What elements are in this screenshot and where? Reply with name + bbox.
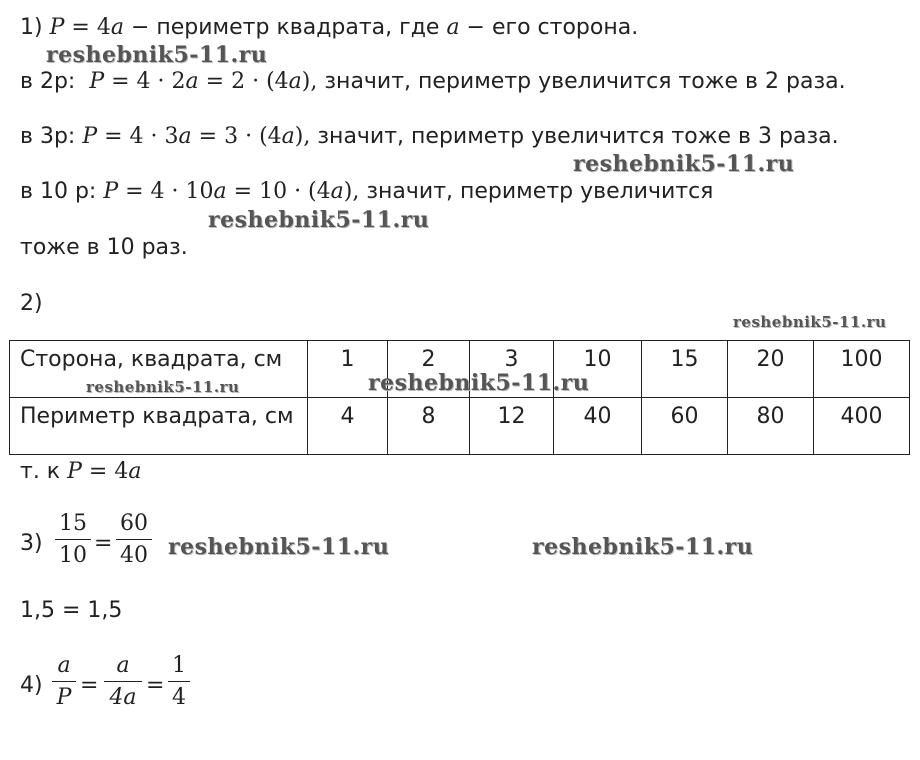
watermark: reshebnik5-11.ru [573,151,795,177]
watermark: reshebnik5-11.ru [532,534,754,560]
part2-note: т. к P = 4a [20,459,142,484]
table-cell: 400 [814,398,910,455]
watermark: reshebnik5-11.ru [733,313,887,331]
part1-line1: 1) P = 4a − периметр квадрата, где a − его сторона. [20,15,639,40]
table-cell: 2 [388,341,470,398]
part3-result: 1,5 = 1,5 [20,598,123,623]
watermark: reshebnik5-11.ru [168,534,390,560]
table-cell: 4 [308,398,388,455]
watermark: reshebnik5-11.ru [86,378,240,396]
part3-label: 3) [20,531,43,556]
part4-label: 4) [20,673,43,698]
fraction-1-4: 1 4 [168,653,190,711]
table-cell: 40 [554,398,642,455]
perimeter-table [9,340,910,455]
table-cell: 8 [388,398,470,455]
fraction-a-over-P: a P [52,653,76,711]
part2-label: 2) [20,291,43,316]
item-number: 1) [20,15,43,40]
part1-line3: в 3р: P = 4 · 3a = 3 · (4a), значит, периметр увеличится тоже в 3 раза. [20,124,839,149]
fraction-60-40: 60 40 [116,511,152,569]
table-cell: 80 [728,398,814,455]
table-cell: 100 [814,341,910,398]
table-row-perimeter [10,398,910,455]
fraction-a-over-4a: a 4a [104,653,142,711]
table-cell: 60 [642,398,728,455]
table-cell: 20 [728,341,814,398]
part1-line2: в 2р: P = 4 · 2a = 2 · (4a), значит, периметр увеличится тоже в 2 раза. [20,69,846,94]
row-header-perimeter: Периметр квадрата, см [10,398,308,455]
equals-sign: = [146,673,165,698]
table-cell: 15 [642,341,728,398]
watermark: reshebnik5-11.ru [208,207,430,233]
equals-sign: = [94,531,113,556]
row-header-side: Сторона, квадрата, см [10,341,308,398]
watermark: reshebnik5-11.ru [368,370,590,396]
equals-sign: = [80,673,99,698]
fraction-15-10: 15 10 [55,511,91,569]
table-cell: 12 [470,398,554,455]
table-cell: 3 [470,341,554,398]
table-cell: 1 [308,341,388,398]
part1-line4: в 10 р: P = 4 · 10a = 10 · (4a), значит, периметр увеличится [20,179,714,204]
table-cell: 10 [554,341,642,398]
watermark: reshebnik5-11.ru [46,42,268,68]
part1-line5: тоже в 10 раз. [20,235,188,260]
